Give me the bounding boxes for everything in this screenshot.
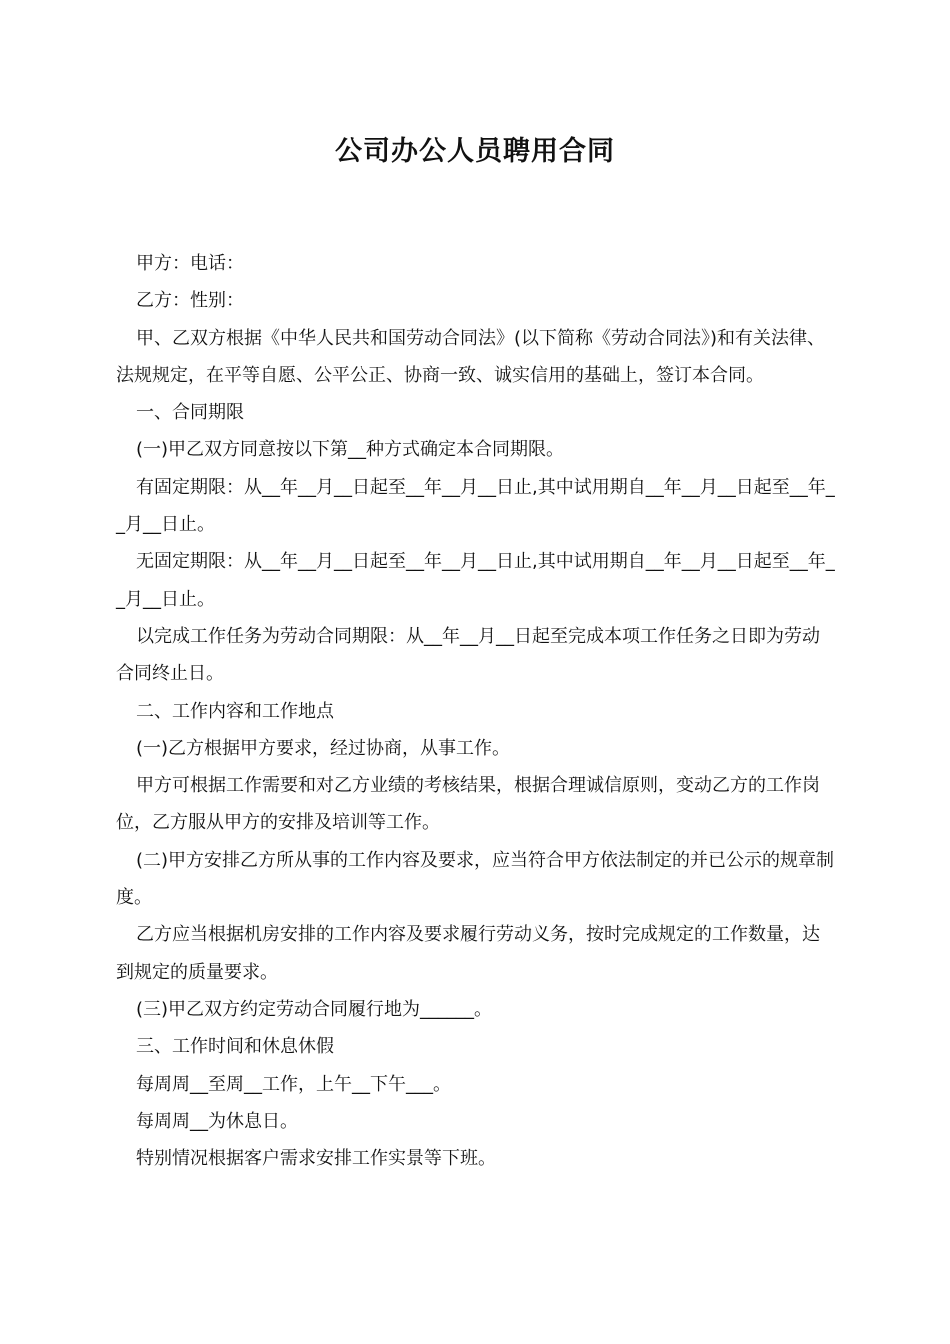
clause-position-change: 甲方可根据工作需要和对乙方业绩的考核结果，根据合理诚信原则，变动乙方的工作岗位，乙方服从甲方的安排及培训等工作。 bbox=[116, 775, 820, 834]
clause-special-cases: 特别情况根据客户需求安排工作实景等下班。 bbox=[136, 1148, 496, 1170]
clause-weekly-hours: 每周周__至周__工作，上午__下午___。 bbox=[136, 1073, 451, 1095]
clause-work-requirements: (二)甲方安排乙方所从事的工作内容及要求，应当符合甲方依法制定的并已公示的规章制度。 bbox=[116, 849, 835, 909]
clause-duty-performance: 乙方应当根据机房安排的工作内容及要求履行劳动义务，按时完成规定的工作数量，达到规定的质量要求。 bbox=[116, 924, 820, 983]
clause-work-location: (三)甲乙双方约定劳动合同履行地为______。 bbox=[136, 998, 493, 1020]
document-title: 公司办公人员聘用合同 bbox=[335, 136, 615, 167]
preamble-paragraph: 甲、乙双方根据《中华人民共和国劳动合同法》(以下简称《劳动合同法》)和有关法律、法规规定，在平等自愿、公平公正、协商一致、诚实信用的基础上，签订本合同。 bbox=[116, 327, 826, 386]
clause-work-assignment: (一)乙方根据甲方要求，经过协商，从事工作。 bbox=[136, 737, 511, 759]
document-body bbox=[116, 245, 836, 1177]
party-b-line: 乙方：性别： bbox=[136, 290, 244, 312]
clause-rest-day: 每周周__为休息日。 bbox=[136, 1110, 298, 1132]
clause-term-method: (一)甲乙双方同意按以下第__种方式确定本合同期限。 bbox=[136, 439, 565, 461]
section-heading-term: 一、合同期限 bbox=[136, 402, 244, 424]
party-a-line: 甲方：电话： bbox=[136, 253, 244, 274]
clause-open-term: 无固定期限：从__年__月__日起至__年__月__日止,其中试用期自__年__月__日起至__年__月__日止。 bbox=[116, 551, 835, 610]
clause-task-term: 以完成工作任务为劳动合同期限：从__年__月__日起至完成本项工作任务之日即为劳动合同终止日。 bbox=[116, 625, 820, 685]
section-heading-hours: 三、工作时间和休息休假 bbox=[136, 1036, 334, 1058]
clause-fixed-term: 有固定期限：从__年__月__日起至__年__月__日止,其中试用期自__年__月__日起至__年__月__日止。 bbox=[116, 476, 835, 536]
section-heading-work: 二、工作内容和工作地点 bbox=[136, 700, 334, 722]
